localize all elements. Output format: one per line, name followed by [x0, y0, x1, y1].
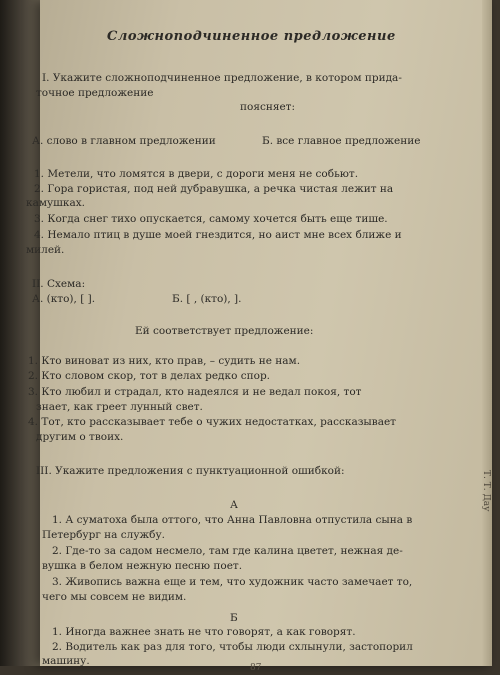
section2-item: другим о твоих.	[36, 431, 124, 443]
section2-item: 4. Тот, кто рассказывает тебе о чужих недостатках, рассказывает	[28, 416, 396, 428]
section1-question-line2: точное предложение	[36, 87, 154, 99]
section3-item: машину.	[42, 655, 90, 667]
book-binding	[0, 0, 40, 666]
section1-option-a: А. слово в главном предложении	[32, 135, 216, 147]
section1-item: 3. Когда снег тихо опускается, самому хочется быть еще тише.	[34, 213, 388, 225]
section1-question-line1: I. Укажите сложноподчиненное предложение, в котором прида-	[42, 72, 402, 84]
page-edge	[482, 0, 492, 666]
page-title: Сложноподчиненное предложение	[107, 29, 396, 44]
section3-group-a-label: А	[230, 499, 238, 511]
section3-item: 2. Водитель как раз для того, чтобы люди схлынули, застопорил	[52, 641, 413, 653]
section3-heading: III. Укажите предложения с пунктуационной ошибкой:	[36, 465, 345, 477]
section2-subheading: Ей соответствует предложение:	[135, 325, 314, 337]
page-number: 87	[250, 663, 262, 673]
section3-item: 3. Живопись важна еще и тем, что художник часто замечает то,	[52, 576, 413, 588]
edge-text: Т. Т. Дау	[481, 470, 491, 512]
section3-group-b-label: Б	[230, 612, 238, 624]
section1-option-b: Б. все главное предложение	[262, 135, 421, 147]
section2-item: 1. Кто виноват из них, кто прав, – судить не нам.	[28, 355, 301, 367]
section3-item: Петербург на службу.	[42, 529, 165, 541]
section2-scheme-b: Б. [ , (кто), ].	[172, 293, 242, 305]
section3-item: 1. А суматоха была оттого, что Анна Павловна отпустила сына в	[52, 514, 413, 526]
section3-item: 1. Иногда важнее знать не что говорят, а как говорят.	[52, 626, 356, 638]
section2-item: 3. Кто любил и страдал, кто надеялся и не ведал покоя, тот	[28, 386, 362, 398]
section2-heading: II. Схема:	[32, 278, 86, 290]
book-page	[26, 0, 492, 673]
section1-item: 1. Метели, что ломятся в двери, с дороги меня не собьют.	[34, 168, 359, 180]
section3-item: вушка в белом нежную песню поет.	[42, 560, 243, 572]
section2-scheme-a: А. (кто), [ ].	[32, 293, 96, 305]
section2-item: 2. Кто словом скор, тот в делах редко спор.	[28, 370, 270, 382]
section1-question-line3: поясняет:	[240, 101, 296, 113]
section1-item: милей.	[26, 244, 65, 256]
section1-item: камушках.	[26, 197, 86, 209]
section1-item: 2. Гора гористая, под ней дубравушка, а речка чистая лежит на	[34, 183, 394, 195]
section1-item: 4. Немало птиц в душе моей гнездится, но аист мне всех ближе и	[34, 229, 402, 241]
section3-item: чего мы совсем не видим.	[42, 591, 187, 603]
section3-item: 2. Где-то за садом несмело, там где калина цветет, нежная де-	[52, 545, 403, 557]
section2-item: знает, как греет лунный свет.	[36, 401, 203, 413]
